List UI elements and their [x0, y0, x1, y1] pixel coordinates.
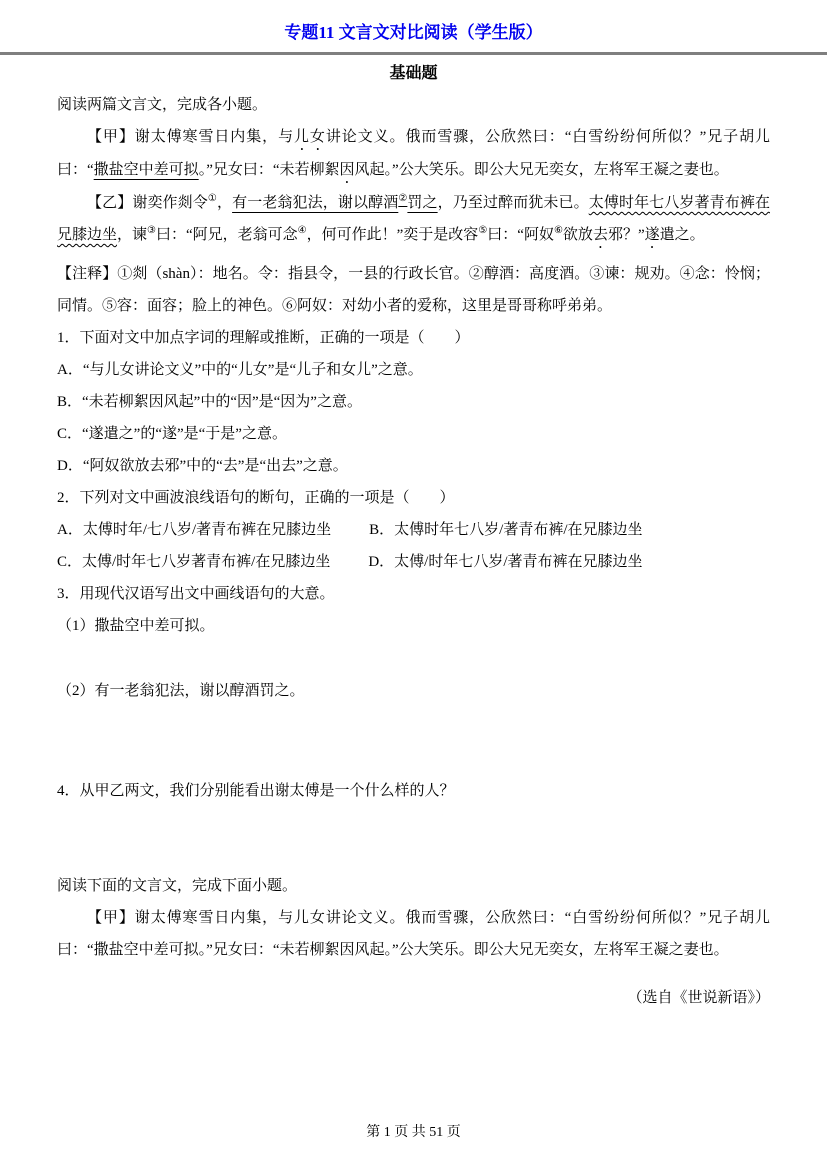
text-segment: 邪？” [607, 227, 645, 243]
text-segment: 欲放 [562, 227, 593, 243]
answer-space [57, 642, 770, 675]
question-2-option-a: A．太傅时年/七八岁/著青布裤在兄膝边坐 [57, 522, 332, 538]
answer-space [57, 707, 770, 775]
question-2-stem: 2．下列对文中画波浪线语句的断句，正确的一项是（ ） [57, 490, 455, 506]
text-segment: 太傅时年七八岁著青布裤在兄膝边坐 [57, 195, 770, 243]
text-segment: 儿女 [294, 129, 326, 145]
text-segment: ④ [297, 225, 307, 236]
question-1-option-d: D．“阿奴欲放去邪”中的“去”是“出去”之意。 [57, 458, 348, 474]
question-3-stem: 3．用现代汉语写出文中画线语句的大意。 [57, 586, 335, 602]
text-segment: 遂 [644, 227, 660, 243]
document-header [0, 0, 827, 55]
text-segment: ① [207, 193, 217, 204]
text-segment: ，乃至过醉而犹未已。 [437, 195, 589, 211]
question-2-options-row1 [57, 514, 770, 546]
question-1-stem: 1．下面对文中加点字词的理解或推断，正确的一项是（ ） [57, 330, 470, 346]
page-title: 专题11 文言文对比阅读（学生版） [284, 23, 543, 42]
text-segment: 讲论文义。俄而雪骤，公欣然曰：“白雪纷纷何所似？”兄子胡儿曰：“ [57, 129, 770, 178]
question-1-option-b: B．“未若柳絮因风起”中的“因”是“因为”之意。 [57, 394, 362, 410]
answer-space [57, 807, 770, 870]
question-2-option-b: B．太傅时年七八岁/著青布裤/在兄膝边坐 [369, 522, 643, 538]
text-segment: 风起。”公大笑乐。即公大兄无奕女，左将军王凝之妻也。 [354, 162, 729, 178]
question-3-sub1: （1）撒盐空中差可拟。 [57, 618, 215, 634]
text-segment: 撒盐空中差可拟 [93, 162, 199, 178]
text-segment: 因 [339, 162, 355, 178]
page-footer: 第 1 页 共 51 页 [366, 1125, 461, 1140]
text-segment: ， [216, 195, 233, 211]
question-4-stem: 4．从甲乙两文，我们分别能看出谢太傅是一个什么样的人？ [57, 783, 455, 799]
text-segment: ，何可作此！”奕于是改容 [306, 227, 479, 243]
text-segment: 遣之。 [659, 227, 705, 243]
passage-yi [57, 187, 770, 252]
question-3-sub2: （2）有一老翁犯法，谢以醇酒罚之。 [57, 683, 305, 699]
text-segment: ⑥ [553, 225, 563, 236]
passage-jia-2: 【甲】谢太傅寒雪日内集，与儿女讲论文义。俄而雪骤，公欣然曰：“白雪纷纷何所似？”兄子胡儿曰：“撒盐空中差可拟。”兄女曰：“未若柳絮因风起。”公大笑乐。即公大兄无奕女，左将军王凝之妻也。 [57, 910, 770, 958]
text-segment: 曰：“阿兄，老翁可念 [156, 227, 298, 243]
document-body [57, 63, 770, 1014]
exercise1-intro: 阅读两篇文言文，完成各小题。 [57, 97, 268, 113]
source-attribution: （选自《世说新语》） [627, 990, 770, 1006]
text-segment: 曰：“阿奴 [487, 227, 554, 243]
text-segment: 去 [592, 227, 608, 243]
passage-notes: 【注释】①剡（shàn）：地名。令：指县令，一县的行政长官。②醇酒：高度酒。③谏：规劝。④念：怜悯；同情。⑤容：面容；脸上的神色。⑥阿奴：对幼小者的爱称，这里是哥哥称呼弟弟。 [57, 266, 771, 314]
text-segment: ，谏 [117, 227, 148, 243]
question-1-option-a: A．“与儿女讲论文义”中的“儿女”是“儿子和女儿”之意。 [57, 362, 423, 378]
section-heading: 基础题 [389, 65, 438, 82]
text-segment: 【乙】谢奕作剡令 [87, 195, 208, 211]
question-2-options-row2 [57, 546, 770, 578]
text-segment: 有一老翁犯法，谢以醇酒 [232, 195, 399, 211]
text-segment: 罚之 [407, 195, 438, 211]
text-segment: 。”兄女曰：“未若柳絮 [198, 162, 340, 178]
text-segment: ③ [147, 225, 156, 236]
text-segment: ② [398, 193, 408, 204]
question-2-option-d: D．太傅/时年七八岁/著青布裤在兄膝边坐 [368, 554, 643, 570]
question-1-option-c: C．“遂遣之”的“遂”是“于是”之意。 [57, 426, 287, 442]
text-segment: 【甲】谢太傅寒雪日内集，与 [87, 129, 294, 145]
passage-jia [57, 121, 770, 187]
question-2-option-c: C．太傅/时年七八岁著青布裤/在兄膝边坐 [57, 554, 331, 570]
text-segment: ⑤ [478, 225, 488, 236]
exercise2-intro: 阅读下面的文言文，完成下面小题。 [57, 878, 298, 894]
